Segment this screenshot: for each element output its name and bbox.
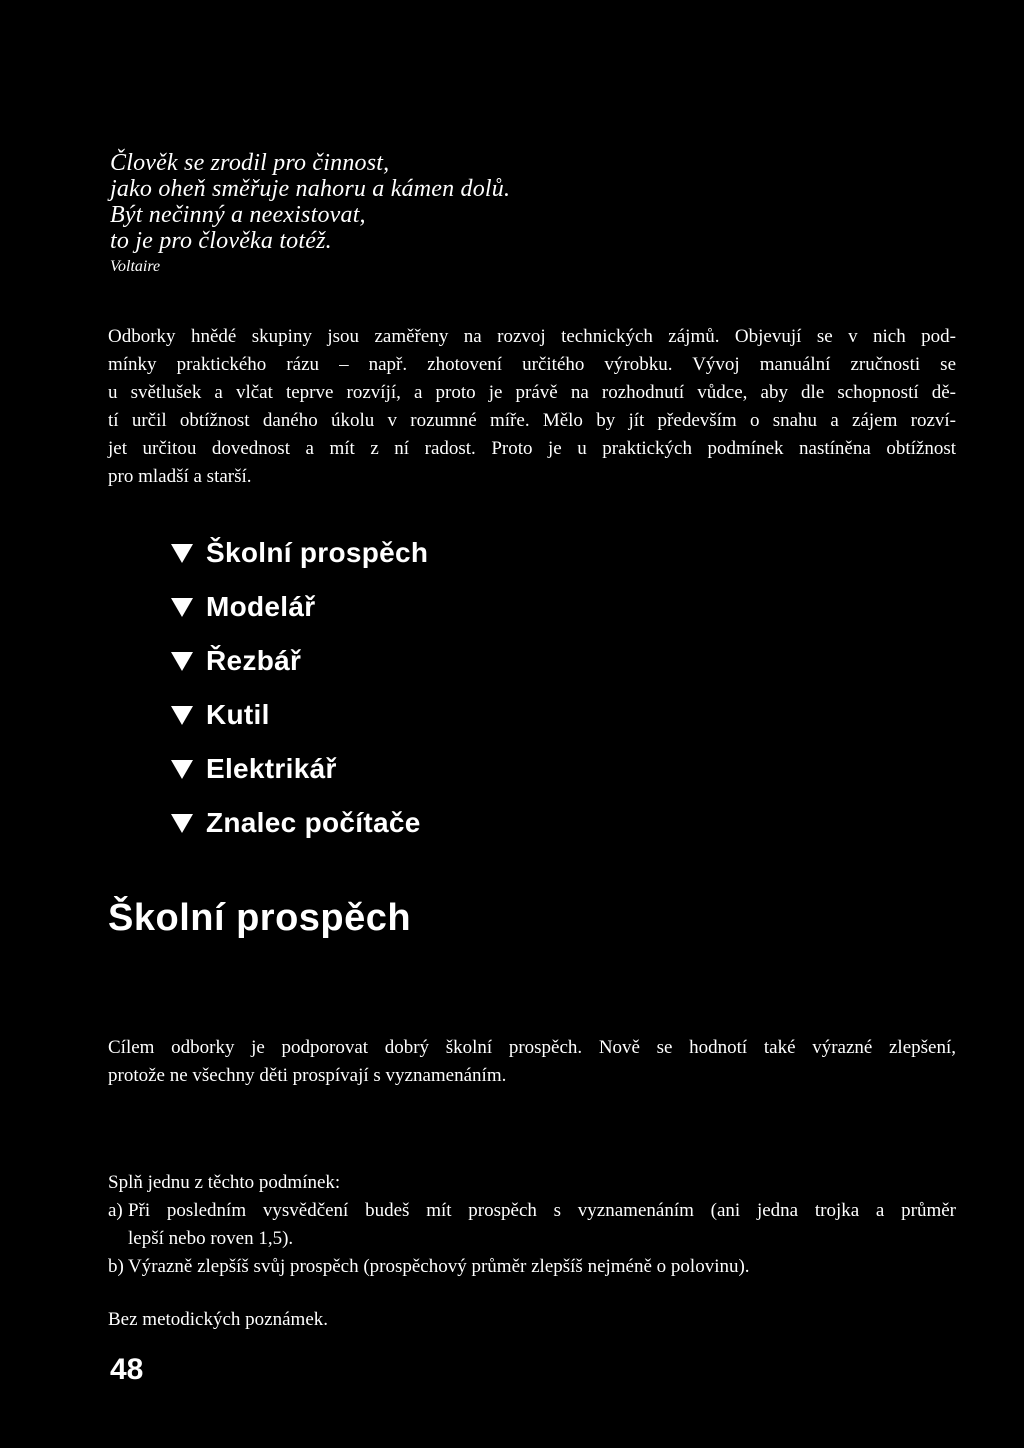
condition-line: Při posledním vysvědčení budeš mít prospěch s vyznamenáním (ani jedna trojka a průměr: [128, 1200, 956, 1221]
badge-label: Kutil: [206, 699, 270, 730]
triangle-down-icon: [170, 542, 194, 564]
epigraph-quote: [110, 150, 810, 278]
condition-line: Výrazně zlepšíš svůj prospěch (prospěchový průměr zlepšíš nejméně o polovinu).: [128, 1256, 750, 1277]
triangle-down-icon: [170, 812, 194, 834]
intro-line: Odborky hnědé skupiny jsou zaměřeny na rozvoj technických zájmů. Objevují se v nich pod-: [108, 326, 956, 347]
condition-marker: b): [108, 1256, 124, 1277]
intro-line: tí určil obtížnost daného úkolu v rozumné míře. Mělo by jít především o snahu a zájem rozví-: [108, 410, 956, 431]
quote-line: Člověk se zrodil pro činnost,: [110, 150, 390, 176]
badge-label: Školní prospěch: [206, 537, 429, 568]
triangle-down-icon: [170, 704, 194, 726]
badge-label: Elektrikář: [206, 753, 337, 784]
conditions-block: [108, 1169, 956, 1281]
intro-line: pro mladší a starší.: [108, 466, 252, 487]
badge-label: Řezbář: [206, 645, 302, 676]
badge-item-modelar: [170, 587, 670, 627]
badge-list: [170, 533, 670, 857]
intro-line: u světlušek a vlčat teprve rozvíjí, a proto je právě na rozhodnutí vůdce, aby dle schopností dě-: [108, 382, 956, 403]
condition-line: lepší nebo roven 1,5).: [128, 1228, 294, 1249]
condition-marker: a): [108, 1200, 123, 1221]
triangle-down-icon: [170, 758, 194, 780]
condition-item: [108, 1253, 956, 1281]
quote-line: jako oheň směřuje nahoru a kámen dolů.: [110, 176, 511, 202]
triangle-down-icon: [170, 596, 194, 618]
badge-label: Znalec počítače: [206, 807, 421, 838]
condition-item: [108, 1197, 956, 1225]
triangle-down-icon: [170, 650, 194, 672]
quote-author: Voltaire: [110, 258, 161, 275]
description-line: Cílem odborky je podporovat dobrý školní prospěch. Nově se hodnotí také výrazné zlepšení,: [108, 1037, 956, 1058]
section-description: [108, 1034, 956, 1090]
intro-line: mínky praktického rázu – např. zhotovení určitého výrobku. Vývoj manuální zručnosti se: [108, 354, 956, 375]
badge-item-skolni-prospech: [170, 533, 670, 573]
quote-line: to je pro člověka totéž.: [110, 228, 332, 254]
intro-paragraph: [108, 323, 956, 491]
badge-item-kutil: [170, 695, 670, 735]
section-heading: Školní prospěch: [108, 897, 412, 939]
quote-line: Být nečinný a neexistovat,: [110, 202, 366, 228]
badge-item-rezbar: [170, 641, 670, 681]
description-line: protože ne všechny děti prospívají s vyznamenáním.: [108, 1065, 507, 1086]
conditions-intro: Splň jednu z těchto podmínek:: [108, 1172, 341, 1193]
badge-label: Modelář: [206, 591, 316, 622]
badge-item-elektrikar: [170, 749, 670, 789]
intro-line: jet určitou dovednost a mít z ní radost. Proto je u praktických podmínek nastíněna obtížnost: [108, 438, 956, 459]
note-text: Bez metodických poznámek.: [108, 1309, 329, 1330]
page-number: 48: [110, 1353, 144, 1386]
badge-item-znalec-pocitace: [170, 803, 670, 843]
methodology-note: [108, 1306, 956, 1334]
